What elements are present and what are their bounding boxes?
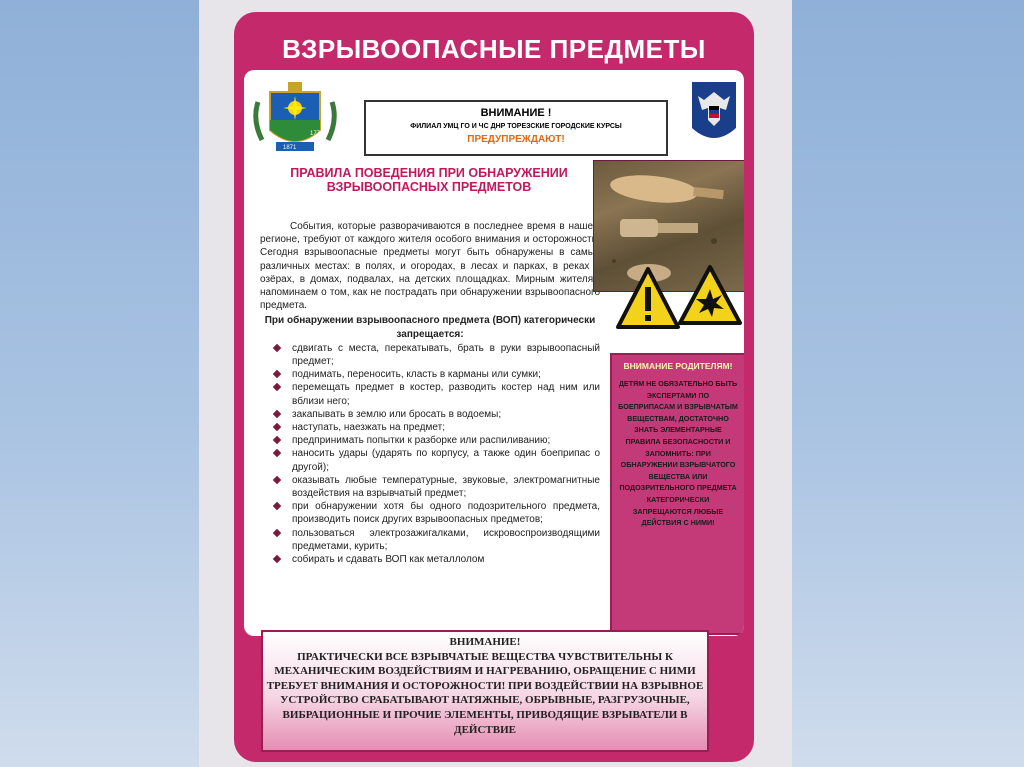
diamond-bullet-icon (273, 476, 281, 484)
diamond-bullet-icon (273, 344, 281, 352)
warning-signs (614, 265, 744, 335)
bottom-warning-box (261, 630, 709, 752)
intro-paragraph: События, которые разворачиваются в последнее время в нашем регионе, требуют от каждого жителя особого внимания и осторожности. Сегодня взрывоопасные предметы могут быть обнаружены в самых различных местах: в полях, и огородах, в лесах и парках, в реках и озёрах, в домах, подвалах, на детских площадках. Мирным жителям напоминаем о том, как не пострадать при обнаружении взрывоопасного предмета. (260, 221, 600, 312)
parents-warning-text: ДЕТЯМ НЕ ОБЯЗАТЕЛЬНО БЫТЬ ЭКСПЕРТАМИ ПО БОЕПРИПАСАМ И ВЗРЫВЧАТЫМ ВЕЩЕСТВАМ, ДОСТАТОЧНО ЗНАТЬ ЭЛЕМЕНТАРНЫЕ ПРАВИЛА БЕЗОПАСНОСТИ И ЗАПОМНИТЬ: ПРИ ОБНАРУЖЕНИИ ВЗРЫВЧАТОГО ВЕЩЕСТВА ИЛИ ПОДОЗРИТЕЛЬНОГО ПРЕДМЕТА КАТЕГОРИЧЕСКИ ЗАПРЕЩАЮТСЯ ЛЮБЫЕ ДЕЙСТВИЯ С НИМИ! (618, 379, 738, 528)
emblem-year-1: 1778 (310, 131, 324, 137)
diamond-bullet-icon (273, 383, 281, 391)
notice-organization: ФИЛИАЛ УМЦ ГО И ЧС ДНР ТОРЕЗСКИЕ ГОРОДСКИЕ КУРСЫ (410, 123, 622, 130)
emblem-year-2: 1871 (283, 145, 297, 151)
list-item: собирать и сдавать ВОП как металлолом (260, 553, 600, 566)
forbid-list (260, 342, 600, 566)
list-item: наносить удары (ударять по корпусу, а также один боеприпас о другой); (260, 447, 600, 473)
list-item: пользоваться электрозажигалками, искровоспроизводящими предметами, курить; (260, 527, 600, 553)
dnr-coat-of-arms-icon (690, 80, 738, 150)
diamond-bullet-icon (273, 436, 281, 444)
city-emblem-icon (250, 80, 340, 156)
list-item: при обнаружении хотя бы одного подозрительного предмета, производить поиск других взрывоопасных предметов; (260, 500, 600, 526)
list-item: предпринимать попытки к разборке или распиливанию; (260, 434, 600, 447)
list-item: закапывать в землю или бросать в водоемы; (260, 408, 600, 421)
rules-title: ПРАВИЛА ПОВЕДЕНИЯ ПРИ ОБНАРУЖЕНИИ ВЗРЫВООПАСНЫХ ПРЕДМЕТОВ (290, 166, 568, 194)
diamond-bullet-icon (273, 370, 281, 378)
list-item: наступать, наезжать на предмет; (260, 421, 600, 434)
list-item: сдвигать с места, перекатывать, брать в руки взрывоопасный предмет; (260, 342, 600, 368)
explosion-hazard-icon (680, 267, 740, 323)
warning-exclamation-icon (618, 269, 678, 327)
notice-box (364, 100, 668, 156)
diamond-bullet-icon (273, 423, 281, 431)
list-item: поднимать, переносить, класть в карманы или сумки; (260, 368, 600, 381)
poster-title: ВЗРЫВООПАСНЫЕ ПРЕДМЕТЫ (282, 34, 706, 64)
bottom-warning-text: ПРАКТИЧЕСКИ ВСЕ ВЗРЫВЧАТЫЕ ВЕЩЕСТВА ЧУВСТВИТЕЛЬНЫ К МЕХАНИЧЕСКИМ ВОЗДЕЙСТВИЯМ И НАГРЕВАНИЮ, ОБРАЩЕНИЕ С НИМИ ТРЕБУЕТ ВНИМАНИЯ И ОСТОРОЖНОСТИ! ПРИ ВОЗДЕЙСТВИИ НА ВЗРЫВНОЕ УСТРОЙСТВО СРАБАТЫВАЮТ НАТЯЖНЫЕ, ОБРЫВНЫЕ, РАЗГРУЗОЧНЫЕ, ВИБРАЦИОННЫЕ И ПРОЧИЕ ЭЛЕМЕНТЫ, ПРИВОДЯЩИЕ ВЗРЫВАТЕЛИ В ДЕЙСТВИЕ (266, 650, 704, 736)
diamond-bullet-icon (273, 555, 281, 563)
parents-warning-box (610, 353, 744, 635)
diamond-bullet-icon (273, 410, 281, 418)
forbid-title: При обнаружении взрывоопасного предмета (ВОП) категорически запрещается: (264, 315, 596, 340)
parents-warning-title: ВНИМАНИЕ РОДИТЕЛЯМ! (623, 361, 733, 371)
poster (234, 12, 754, 762)
list-item: оказывать любые температурные, звуковые, электромагнитные воздействия на взрывчатый предмет; (260, 474, 600, 500)
diamond-bullet-icon (273, 449, 281, 457)
notice-title: ВНИМАНИЕ ! (480, 107, 552, 119)
diamond-bullet-icon (273, 528, 281, 536)
poster-content (244, 70, 744, 636)
notice-warning: ПРЕДУПРЕЖДАЮТ! (467, 134, 565, 145)
bottom-warning-title: ВНИМАНИЕ! (449, 636, 521, 648)
diamond-bullet-icon (273, 502, 281, 510)
rules-text (260, 220, 600, 566)
list-item: перемещать предмет в костер, разводить костер над ним или вблизи него; (260, 381, 600, 407)
